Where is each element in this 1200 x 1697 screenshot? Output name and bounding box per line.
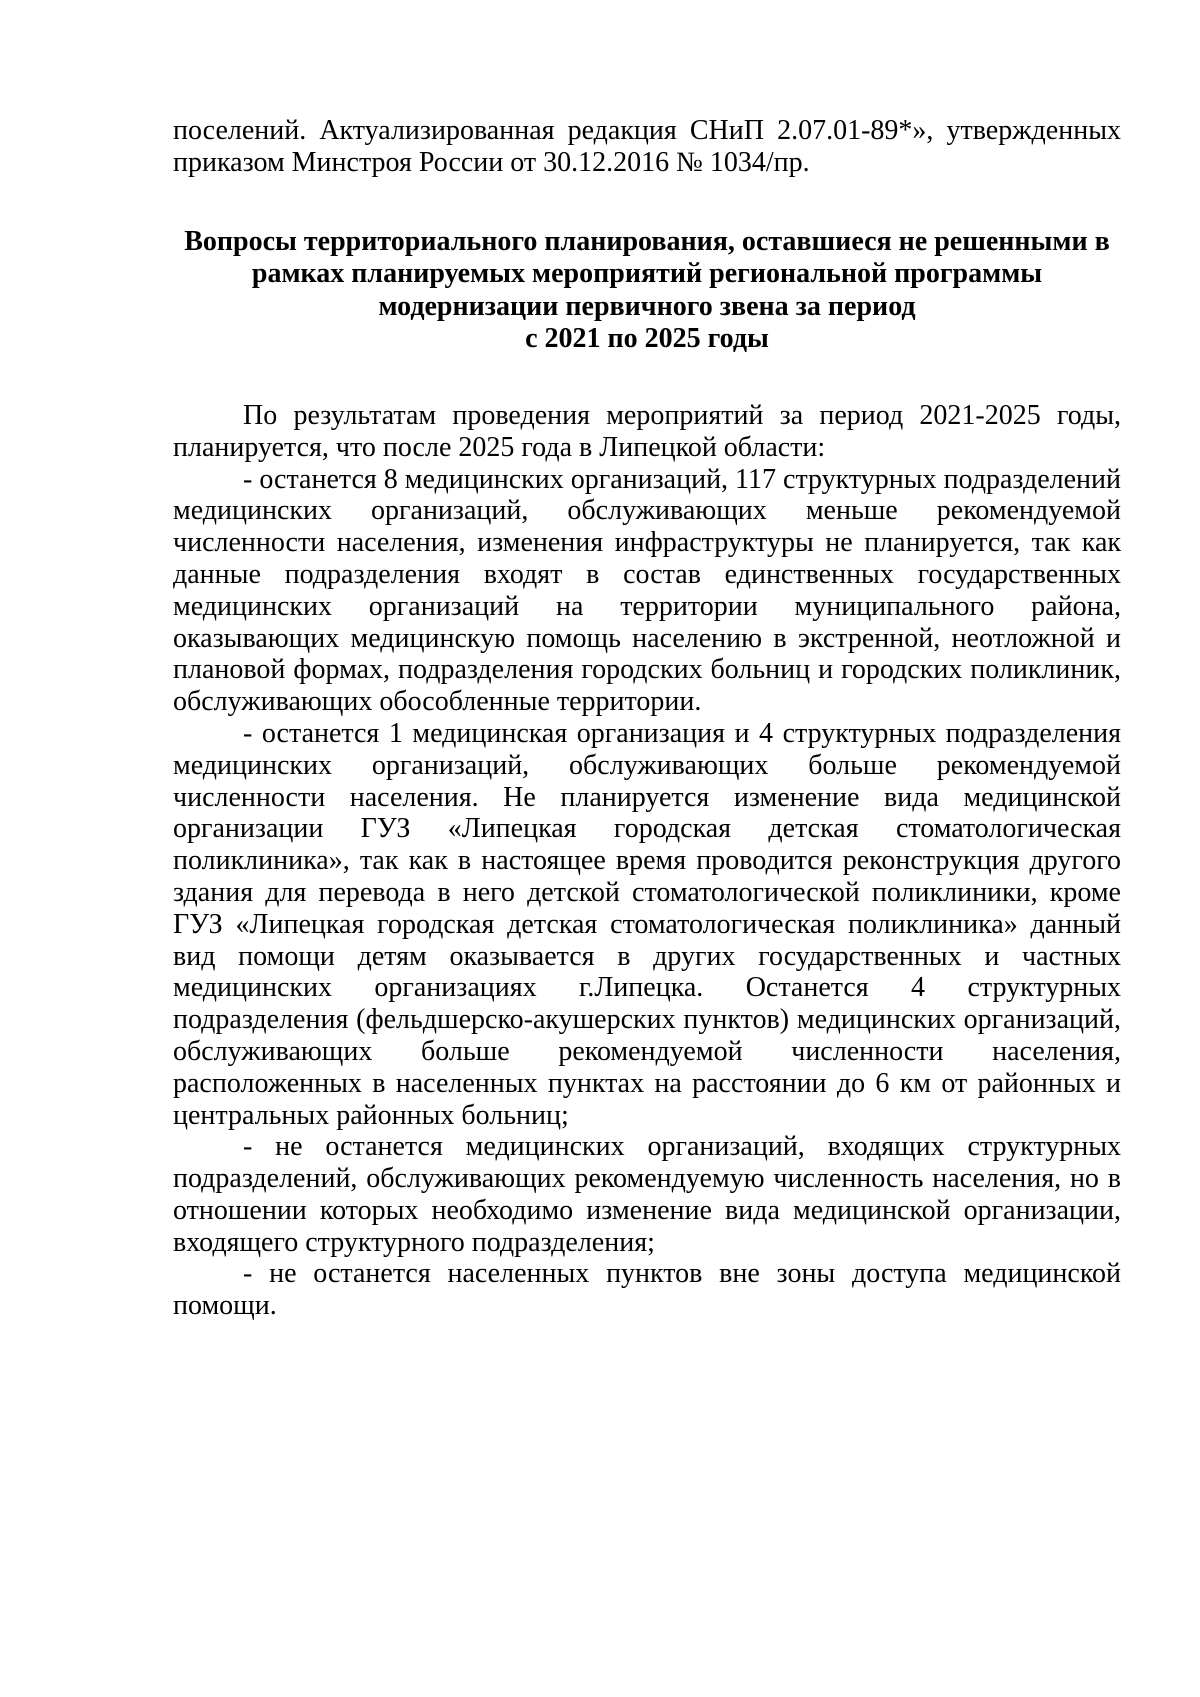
document-body bbox=[173, 400, 1121, 1322]
list-item-paragraph: - останется 1 медицинская организация и 4 структурных подразделения медицинских организаций, обслуживающих больше рекомендуемой численности населения. Не планируется изменение вида медицинской организации ГУЗ «Липецкая городская детская стоматологическая поликлиника», так как в настоящее время проводится реконструкция другого здания для перевода в него детской стоматологической поликлиники, кроме ГУЗ «Липецкая городская детская стоматологическая поликлиника» данный вид помощи детям оказывается в других государственных и частных медицинских организациях г.Липецка. Останется 4 структурных подразделения (фельдшерско-акушерских пунктов) медицинских организаций, обслуживающих больше рекомендуемой численности населения, расположенных в населенных пунктах на расстоянии до 6 км от районных и центральных районных больниц; bbox=[173, 717, 1121, 1131]
list-item-paragraph: - останется 8 медицинских организаций, 117 структурных подразделений медицинских организаций, обслуживающих меньше рекомендуемой численности населения, изменения инфраструктуры не планируется, так как данные подразделения входят в состав единственных государственных медицинских организаций на территории муниципального района, оказывающих медицинскую помощь населению в экстренной, неотложной и плановой формах, подразделения городских больниц и городских поликлиник, обслуживающих обособленные территории. bbox=[173, 463, 1121, 718]
list-item-paragraph: - не останется медицинских организаций, входящих структурных подразделений, обслуживающих рекомендуемую численность населения, но в отношении которых необходимо изменение вида медицинской организации, входящего структурного подразделения; bbox=[173, 1131, 1121, 1258]
intro-paragraph: поселений. Актуализированная редакция СНиП 2.07.01-89*», утвержденных приказом Минстроя России от 30.12.2016 № 1034/пр. bbox=[173, 115, 1121, 178]
document-content bbox=[173, 115, 1121, 1322]
heading-line: с 2021 по 2025 годы bbox=[525, 323, 769, 355]
heading-line: Вопросы территориального планирования, оставшиеся не решенными в bbox=[184, 225, 1110, 257]
list-item-paragraph: - не останется населенных пунктов вне зоны доступа медицинской помощи. bbox=[173, 1258, 1121, 1322]
section-heading bbox=[173, 226, 1121, 356]
heading-line: модернизации первичного звена за период bbox=[378, 290, 916, 322]
heading-line: рамках планируемых мероприятий региональной программы bbox=[251, 258, 1043, 290]
summary-paragraph: По результатам проведения мероприятий за период 2021-2025 годы, планируется, что после 2025 года в Липецкой области: bbox=[173, 399, 1121, 463]
